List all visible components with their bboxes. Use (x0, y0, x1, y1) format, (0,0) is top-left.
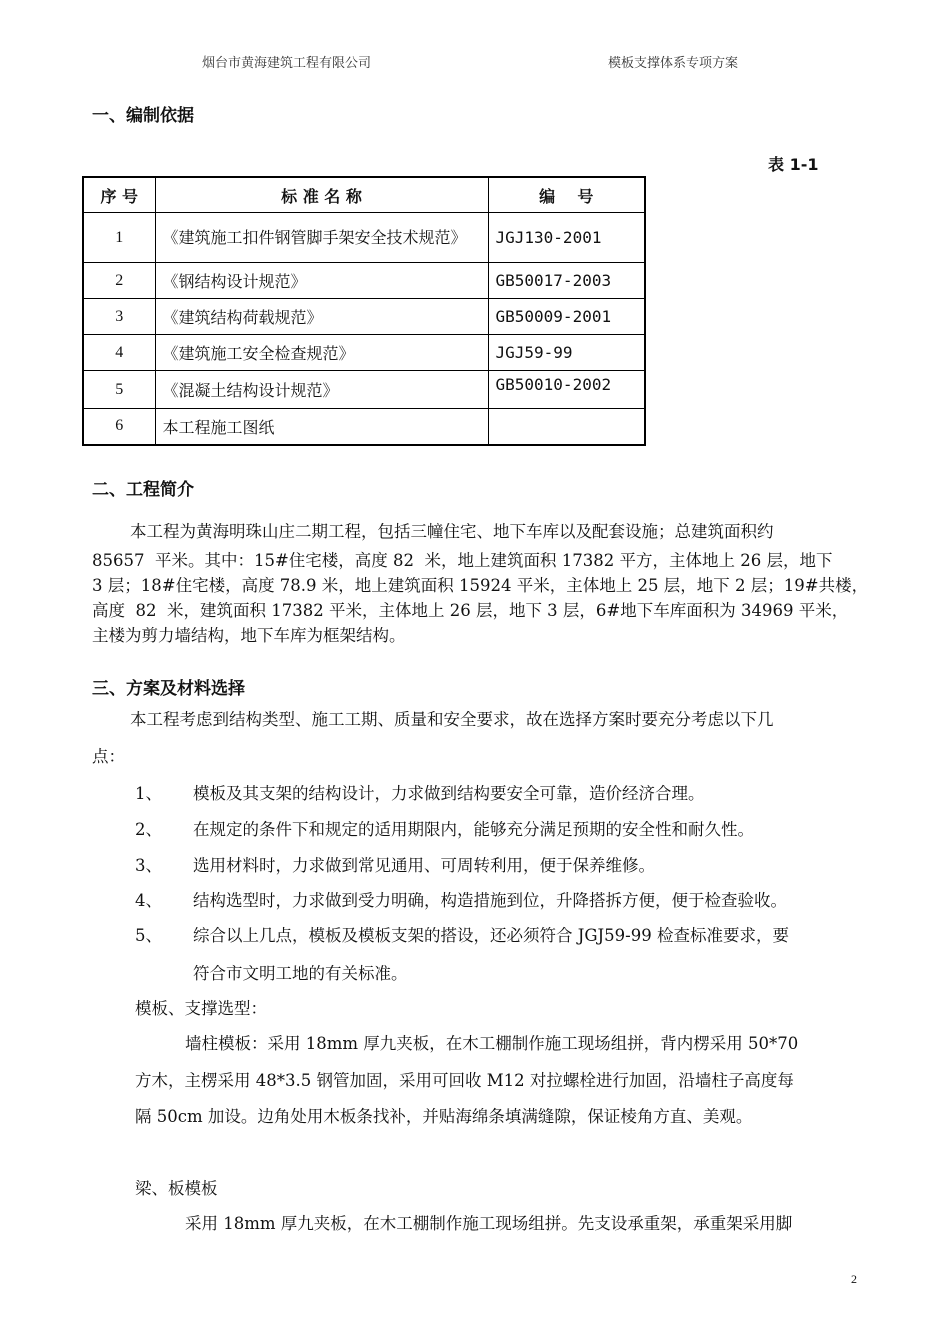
col-header-code: 编 号 (488, 177, 645, 213)
table-row (83, 335, 645, 371)
row-no: 2 (83, 263, 155, 299)
row-name: 《钢结构设计规范》 (155, 263, 488, 299)
section-2-title: 二、工程简介 (92, 480, 194, 500)
row-code: GB50017-2003 (488, 263, 645, 299)
table-row (83, 213, 645, 263)
col-header-name: 标 准 名 称 (155, 177, 488, 213)
list-item-number: 1、 (135, 784, 162, 803)
subsection-line: 隔 50cm 加设。边角处用木板条找补，并贴海绵条填满缝隙，保证棱角方直、美观。 (135, 1107, 753, 1126)
subsection-line: 墙柱模板：采用 18mm 厚九夹板，在木工棚制作施工现场组拼，背内楞采用 50*70 (185, 1034, 799, 1053)
section-2-line: 高度 82 米，建筑面积 17382 平米，主体地上 26 层，地下 3 层，6#地下车库面积为 34969 平米， (92, 601, 849, 620)
row-no: 6 (83, 409, 155, 445)
row-no: 3 (83, 299, 155, 335)
section-1-title: 一、编制依据 (92, 106, 194, 126)
list-item-number: 5、 (135, 926, 162, 945)
row-no: 5 (83, 371, 155, 409)
row-name: 本工程施工图纸 (155, 409, 488, 445)
table-row (83, 371, 645, 409)
table-label: 表 1-1 (768, 155, 819, 174)
list-item-number: 3、 (135, 856, 162, 875)
subsection-line: 采用 18mm 厚九夹板，在木工棚制作施工现场组拼。先支设承重架，承重架采用脚 (185, 1214, 793, 1233)
header-company: 烟台市黄海建筑工程有限公司 (202, 56, 372, 71)
row-code: GB50009-2001 (488, 299, 645, 335)
row-code: JGJ130-2001 (488, 213, 645, 263)
list-item-number: 4、 (135, 891, 162, 910)
row-name: 《建筑施工安全检查规范》 (155, 335, 488, 371)
subsection-title: 模板、支撑选型： (135, 999, 267, 1018)
row-code: JGJ59-99 (488, 335, 645, 371)
section-2-line: 本工程为黄海明珠山庄二期工程，包括三幢住宅、地下车库以及配套设施；总建筑面积约 (130, 522, 774, 541)
section-2-line: 3 层；18#住宅楼，高度 78.9 米，地上建筑面积 15924 平米，主体地上 25 层，地下 2 层；19#共楼， (92, 576, 869, 595)
row-code (488, 409, 645, 445)
table-header-row (83, 177, 645, 213)
header-doc-title: 模板支撑体系专项方案 (608, 56, 739, 71)
list-item-number: 2、 (135, 820, 162, 839)
section-3-intro-cont: 点： (92, 747, 125, 766)
subsection-line: 方木，主楞采用 48*3.5 钢管加固，采用可回收 M12 对拉螺栓进行加固，沿墙柱子高度每 (135, 1071, 794, 1090)
list-item-text: 综合以上几点，模板及模板支架的搭设，还必须符合 JGJ59-99 检查标准要求，要 (193, 926, 789, 945)
table-row (83, 263, 645, 299)
row-no: 4 (83, 335, 155, 371)
table-row (83, 409, 645, 445)
section-2-line: 85657 平米。其中：15#住宅楼，高度 82 米，地上建筑面积 17382 平方，主体地上 26 层，地下 (92, 551, 833, 570)
page-number: 2 (851, 1272, 857, 1286)
list-item-text: 在规定的条件下和规定的适用期限内，能够充分满足预期的安全性和耐久性。 (193, 820, 754, 839)
row-name: 《混凝土结构设计规范》 (155, 371, 488, 409)
section-2-line: 主楼为剪力墙结构，地下车库为框架结构。 (92, 626, 406, 645)
col-header-no: 序 号 (83, 177, 155, 213)
list-item-text: 模板及其支架的结构设计，力求做到结构要安全可靠，造价经济合理。 (193, 784, 705, 803)
row-name: 《建筑结构荷载规范》 (155, 299, 488, 335)
list-item-text-cont: 符合市文明工地的有关标准。 (193, 964, 408, 983)
section-3-intro: 本工程考虑到结构类型、施工工期、质量和安全要求，故在选择方案时要充分考虑以下几 (130, 710, 774, 729)
section-3-title: 三、方案及材料选择 (92, 679, 245, 699)
subsection-title: 梁、板模板 (135, 1179, 218, 1198)
row-name: 《建筑施工扣件钢管脚手架安全技术规范》 (155, 213, 488, 263)
standards-table (82, 176, 646, 446)
list-item-text: 选用材料时，力求做到常见通用、可周转利用，便于保养维修。 (193, 856, 655, 875)
row-code: GB50010-2002 (488, 371, 645, 409)
table-row (83, 299, 645, 335)
row-no: 1 (83, 213, 155, 263)
list-item-text: 结构选型时，力求做到受力明确，构造措施到位，升降搭拆方便，便于检查验收。 (193, 891, 787, 910)
